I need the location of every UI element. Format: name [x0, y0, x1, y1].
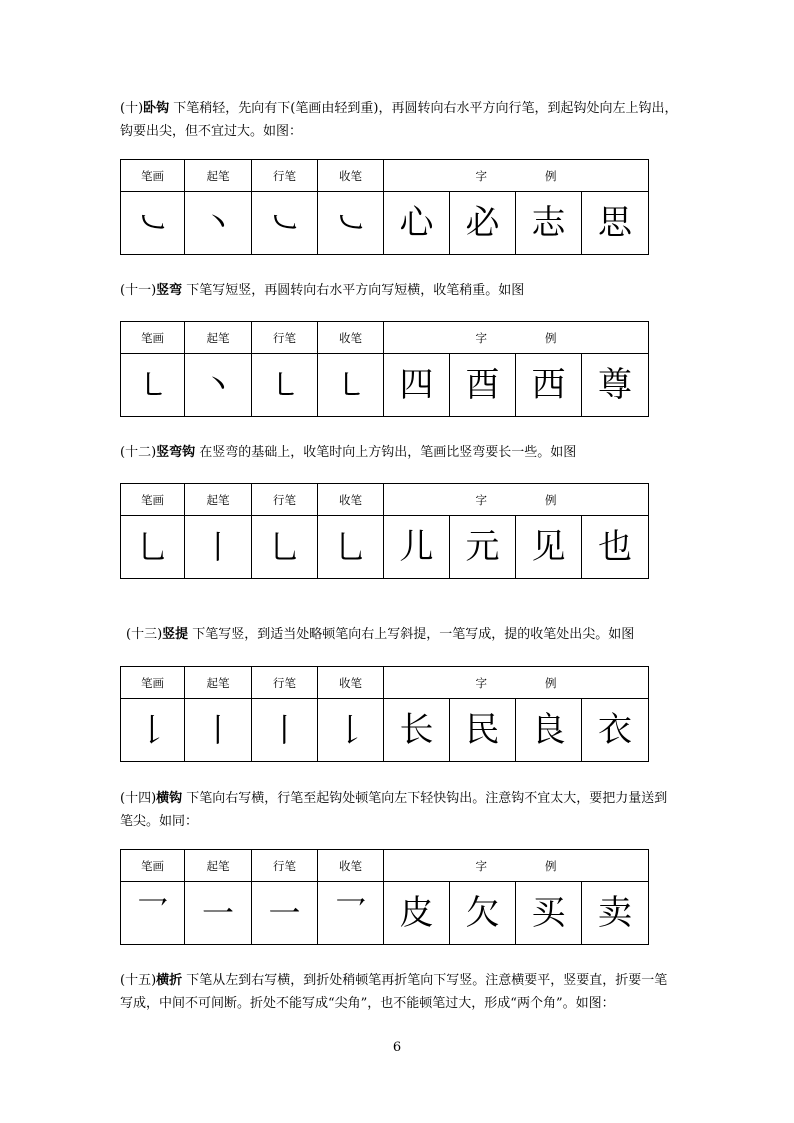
example-character: 民 — [450, 699, 516, 762]
move-cell: 丨 — [252, 699, 318, 762]
section-number: (十二) — [120, 445, 157, 460]
section-number: (十三) — [126, 627, 163, 642]
move-cell: 乚 — [252, 516, 318, 579]
example-character: 元 — [450, 516, 516, 579]
section-12-paragraph — [120, 441, 680, 464]
example-character: 儿 — [384, 516, 450, 579]
table-header-row — [121, 160, 649, 192]
section-13-table — [120, 666, 649, 762]
stroke-cell: 𠄌 — [121, 699, 185, 762]
section-11-paragraph — [120, 279, 680, 302]
example-character: 尊 — [582, 354, 649, 417]
header-start: 起笔 — [185, 850, 252, 882]
start-cell: 一 — [185, 882, 252, 945]
header-start: 起笔 — [185, 484, 252, 516]
example-character: 良 — [516, 699, 582, 762]
header-stroke: 笔画 — [121, 667, 185, 699]
header-stroke: 笔画 — [121, 322, 185, 354]
header-end: 收笔 — [318, 160, 384, 192]
stroke-cell: ㇃ — [121, 192, 185, 255]
example-character: 皮 — [384, 882, 450, 945]
header-move: 行笔 — [252, 322, 318, 354]
header-stroke: 笔画 — [121, 484, 185, 516]
section-number: (十一) — [120, 283, 157, 298]
page-number: 6 — [392, 1040, 402, 1055]
header-move: 行笔 — [252, 850, 318, 882]
end-cell: 乚 — [318, 516, 384, 579]
table-body-row — [121, 192, 649, 255]
section-10-paragraph — [120, 97, 680, 143]
header-examples: 字 例 — [384, 322, 649, 354]
table-body-row — [121, 516, 649, 579]
section-number: (十五) — [120, 973, 157, 988]
header-move: 行笔 — [252, 160, 318, 192]
stroke-cell: 乚 — [121, 516, 185, 579]
section-number: (十) — [120, 101, 144, 116]
example-character: 卖 — [582, 882, 649, 945]
example-character: 必 — [450, 192, 516, 255]
section-11-table — [120, 321, 649, 417]
section-15-paragraph — [120, 969, 680, 1015]
header-stroke: 笔画 — [121, 850, 185, 882]
section-12-table — [120, 483, 649, 579]
stroke-cell: 乛 — [121, 882, 185, 945]
section-description: 下笔向右写横，行笔至起钩处顿笔向左下轻快钩出。注意钩不宜太大，要把力量送到笔尖。如同： — [120, 791, 668, 829]
section-description: 下笔稍轻，先向有下(笔画由轻到重)，再圆转向右水平方向行笔，到起钩处向左上钩出，钩要出尖，但不宜过大。如图： — [120, 101, 678, 139]
section-13-paragraph — [126, 623, 686, 646]
start-cell: 丶 — [185, 354, 252, 417]
end-cell: 𠄌 — [318, 699, 384, 762]
table-header-row — [121, 322, 649, 354]
example-character: 见 — [516, 516, 582, 579]
header-move: 行笔 — [252, 667, 318, 699]
example-character: 四 — [384, 354, 450, 417]
end-cell: ㇄ — [318, 354, 384, 417]
section-description: 下笔写短竖，再圆转向右水平方向写短横，收笔稍重。如图 — [182, 283, 525, 298]
start-cell: 丨 — [185, 699, 252, 762]
table-header-row — [121, 850, 649, 882]
header-start: 起笔 — [185, 160, 252, 192]
header-examples: 字 例 — [384, 850, 649, 882]
header-move: 行笔 — [252, 484, 318, 516]
header-start: 起笔 — [185, 667, 252, 699]
move-cell: 一 — [252, 882, 318, 945]
section-stroke-name: 竖提 — [162, 627, 189, 642]
end-cell: ㇃ — [318, 192, 384, 255]
header-end: 收笔 — [318, 850, 384, 882]
section-description: 下笔写竖，到适当处略顿笔向右上写斜提，一笔写成，提的收笔处出尖。如图 — [188, 627, 635, 642]
header-stroke: 笔画 — [121, 160, 185, 192]
table-body-row — [121, 699, 649, 762]
section-stroke-name: 横钩 — [156, 791, 183, 806]
start-cell: 丨 — [185, 516, 252, 579]
section-number: (十四) — [120, 791, 157, 806]
move-cell: ㇃ — [252, 192, 318, 255]
section-14-table — [120, 849, 649, 945]
example-character: 也 — [582, 516, 649, 579]
section-description: 下笔从左到右写横，到折处稍顿笔再折笔向下写竖。注意横要平，竖要直，折要一笔写成，中间不可间断。折处不能写成“尖角”，也不能顿笔过大，形成“两个角”。如图： — [120, 973, 668, 1011]
move-cell: ㇄ — [252, 354, 318, 417]
header-start: 起笔 — [185, 322, 252, 354]
example-character: 思 — [582, 192, 649, 255]
header-examples: 字 例 — [384, 667, 649, 699]
example-character: 志 — [516, 192, 582, 255]
example-character: 西 — [516, 354, 582, 417]
header-end: 收笔 — [318, 322, 384, 354]
section-10-table — [120, 159, 649, 255]
section-stroke-name: 竖弯 — [156, 283, 183, 298]
example-character: 欠 — [450, 882, 516, 945]
section-description: 在竖弯的基础上，收笔时向上方钩出，笔画比竖弯要长一些。如图 — [195, 445, 577, 460]
stroke-cell: ㇄ — [121, 354, 185, 417]
example-character: 酉 — [450, 354, 516, 417]
header-examples: 字 例 — [384, 484, 649, 516]
example-character: 买 — [516, 882, 582, 945]
header-end: 收笔 — [318, 667, 384, 699]
header-examples: 字 例 — [384, 160, 649, 192]
section-stroke-name: 卧钩 — [143, 101, 170, 116]
example-character: 心 — [384, 192, 450, 255]
end-cell: 乛 — [318, 882, 384, 945]
example-character: 衣 — [582, 699, 649, 762]
header-end: 收笔 — [318, 484, 384, 516]
table-body-row — [121, 882, 649, 945]
table-header-row — [121, 484, 649, 516]
section-14-paragraph — [120, 787, 680, 833]
section-stroke-name: 竖弯钩 — [156, 445, 196, 460]
table-header-row — [121, 667, 649, 699]
table-body-row — [121, 354, 649, 417]
example-character: 长 — [384, 699, 450, 762]
start-cell: 丶 — [185, 192, 252, 255]
section-stroke-name: 横折 — [156, 973, 183, 988]
